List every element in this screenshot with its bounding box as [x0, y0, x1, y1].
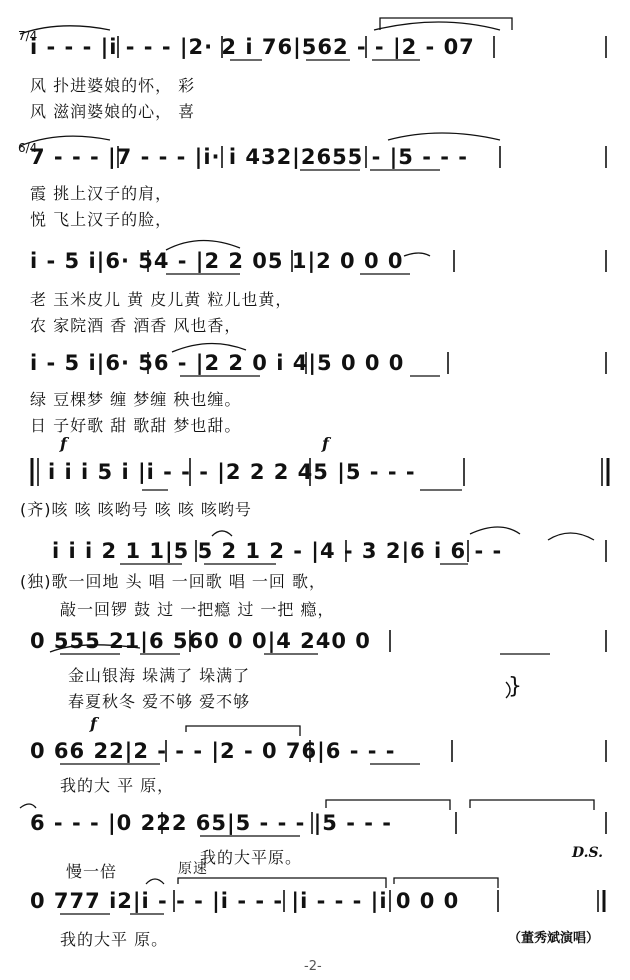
dal-segno-mark: D.S.	[572, 845, 604, 861]
notation-line: i - 5 i|6· 56 - |2 2 0 i 4|5 0 0 0	[30, 351, 405, 375]
lyrics-verse-2: 悦 飞上汉子的脸，	[30, 210, 173, 229]
dynamic-forte: f	[90, 714, 97, 733]
lyrics-verse-1: 霞 挑上汉子的肩，	[30, 184, 173, 203]
lyrics-verse-2: 日 子好歌 甜 歌甜 梦也甜。	[30, 416, 242, 435]
time-signature: 7/4	[18, 29, 38, 43]
notation-line: i i i 5 i |i - - - |2 2 2 45 |5 - - -	[48, 460, 416, 484]
lyrics-verse-2: 春夏秋冬 爱不够 爱不够	[68, 692, 251, 711]
performer-credit: （董秀斌演唱）	[508, 931, 600, 946]
lyrics-verse-1: 风 扑进婆娘的怀， 彩	[30, 76, 196, 95]
brace-icon: }	[508, 674, 523, 699]
lyrics-verse-1: 绿 豆棵梦 缠 梦缠 秧也缠。	[30, 390, 242, 409]
notation-line: i - - - |i - - - |2· 2 i 76|562 - - |2 - 07	[30, 35, 475, 59]
lyrics-line: 我的大平原。	[200, 848, 303, 867]
notation-line: 0 555 21|6 560 0 0|4 240 0	[30, 629, 371, 653]
lyrics-verse-2: 农 家院酒 香 酒香 风也香，	[30, 316, 242, 335]
tempo-marking-original: 原速	[178, 861, 208, 877]
notation-line: i i i 2 1 1|5 5 2 1 2 - |4 - 3 2|6 i 6 - -	[52, 539, 503, 563]
tempo-marking-slow: 慢一倍	[66, 862, 118, 881]
dynamic-forte: f	[60, 434, 67, 453]
lyrics-verse-2: 敲一回锣 鼓 过 一把瘾 过 一把 瘾，	[60, 600, 335, 619]
notation-line: 7 - - - |7 - - - |i· i 432|2655 - |5 - - -	[30, 145, 468, 169]
lyrics-chorus: (齐)咳 咳 咳哟号 咳 咳 咳哟号	[20, 500, 252, 519]
lyrics-verse-1: (独)歌一回地 头 唱 一回歌 唱 一回 歌，	[20, 572, 327, 591]
lyrics-line: 我的大 平 原，	[60, 776, 175, 795]
lyrics-verse-1: 金山银海 垛满了 垛满了	[68, 666, 251, 685]
notation-line: 6 - - - |0 222 65|5 - - - |5 - - -	[30, 811, 393, 835]
notation-line: 0 777 i2|i - - - |i - - - |i - - - |i 0 0 0	[30, 889, 460, 913]
lyrics-verse-2: 风 滋润婆娘的心， 喜	[30, 102, 196, 121]
notation-line: 0 66 22|2 - - - |2 - 0 76|6 - - -	[30, 739, 396, 763]
notation-line: i - 5 i|6· 54 - |2 2 05 1|2 0 0 0	[30, 249, 404, 273]
lyrics-verse-1: 老 玉米皮儿 黄 皮儿黄 粒儿也黄，	[30, 290, 293, 309]
time-signature: 6/4	[18, 141, 38, 155]
lyrics-line: 我的大平 原。	[60, 930, 169, 949]
dynamic-forte: f	[322, 434, 329, 453]
page-number: -2-	[304, 959, 322, 974]
